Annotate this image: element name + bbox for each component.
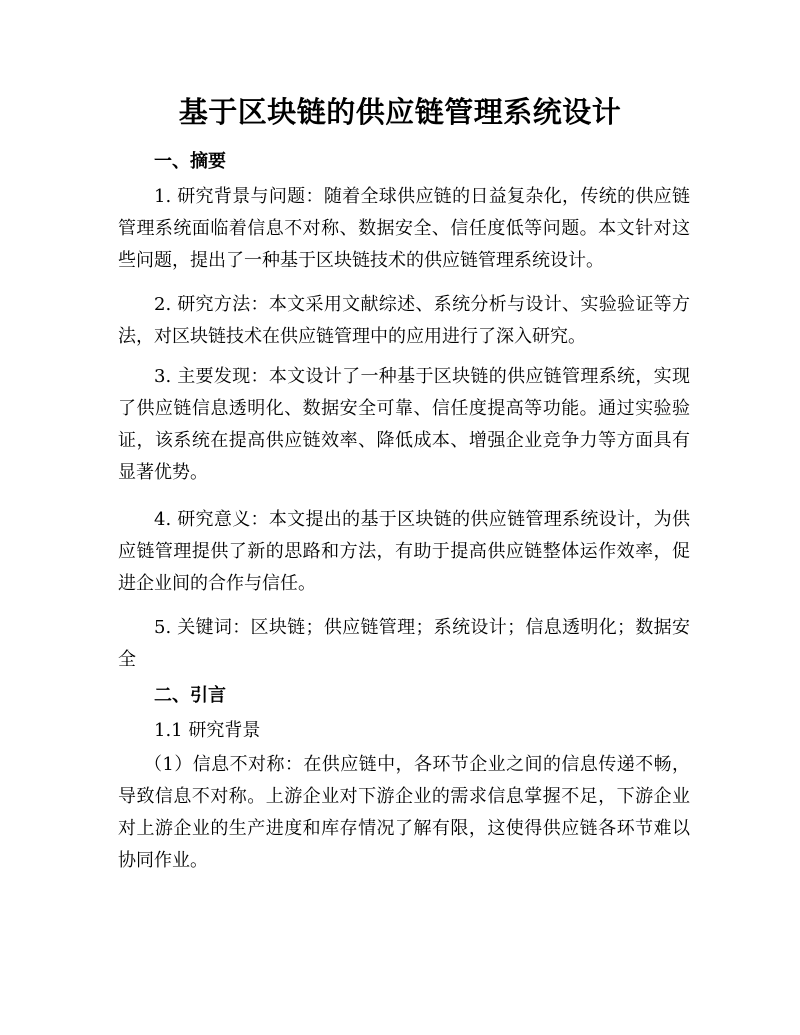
abstract-paragraph-keywords: 5. 关键词：区块链；供应链管理；系统设计；信息透明化；数据安全 bbox=[118, 617, 690, 670]
abstract-paragraph-findings: 3. 主要发现：本文设计了一种基于区块链的供应链管理系统，实现了供应链信息透明化、数据安全可靠、信任度提高等功能。通过实验验证，该系统在提高供应链效率、降低成本、增强企业竞争力等方面具有显著优势。 bbox=[118, 366, 690, 483]
section-heading-abstract: 一、摘要 bbox=[154, 151, 226, 172]
subsection-heading-research-background: 1.1 研究背景 bbox=[154, 720, 261, 741]
section-heading-introduction: 二、引言 bbox=[154, 685, 226, 706]
abstract-paragraph-significance: 4. 研究意义：本文提出的基于区块链的供应链管理系统设计，为供应链管理提供了新的思路和方法，有助于提高供应链整体运作效率，促进企业间的合作与信任。 bbox=[118, 509, 690, 594]
document-title: 基于区块链的供应链管理系统设计 bbox=[178, 95, 622, 129]
abstract-paragraph-background: 1. 研究背景与问题：随着全球供应链的日益复杂化，传统的供应链管理系统面临着信息不对称、数据安全、信任度低等问题。本文针对这些问题，提出了一种基于区块链技术的供应链管理系统设计。 bbox=[118, 186, 690, 271]
introduction-paragraph-information-asymmetry: （1）信息不对称：在供应链中，各环节企业之间的信息传递不畅，导致信息不对称。上游企业对下游企业的需求信息掌握不足，下游企业对上游企业的生产进度和库存情况了解有限，这使得供应链各环节难以协同作业。 bbox=[118, 754, 690, 871]
abstract-paragraph-method: 2. 研究方法：本文采用文献综述、系统分析与设计、实验验证等方法，对区块链技术在供应链管理中的应用进行了深入研究。 bbox=[118, 294, 690, 347]
